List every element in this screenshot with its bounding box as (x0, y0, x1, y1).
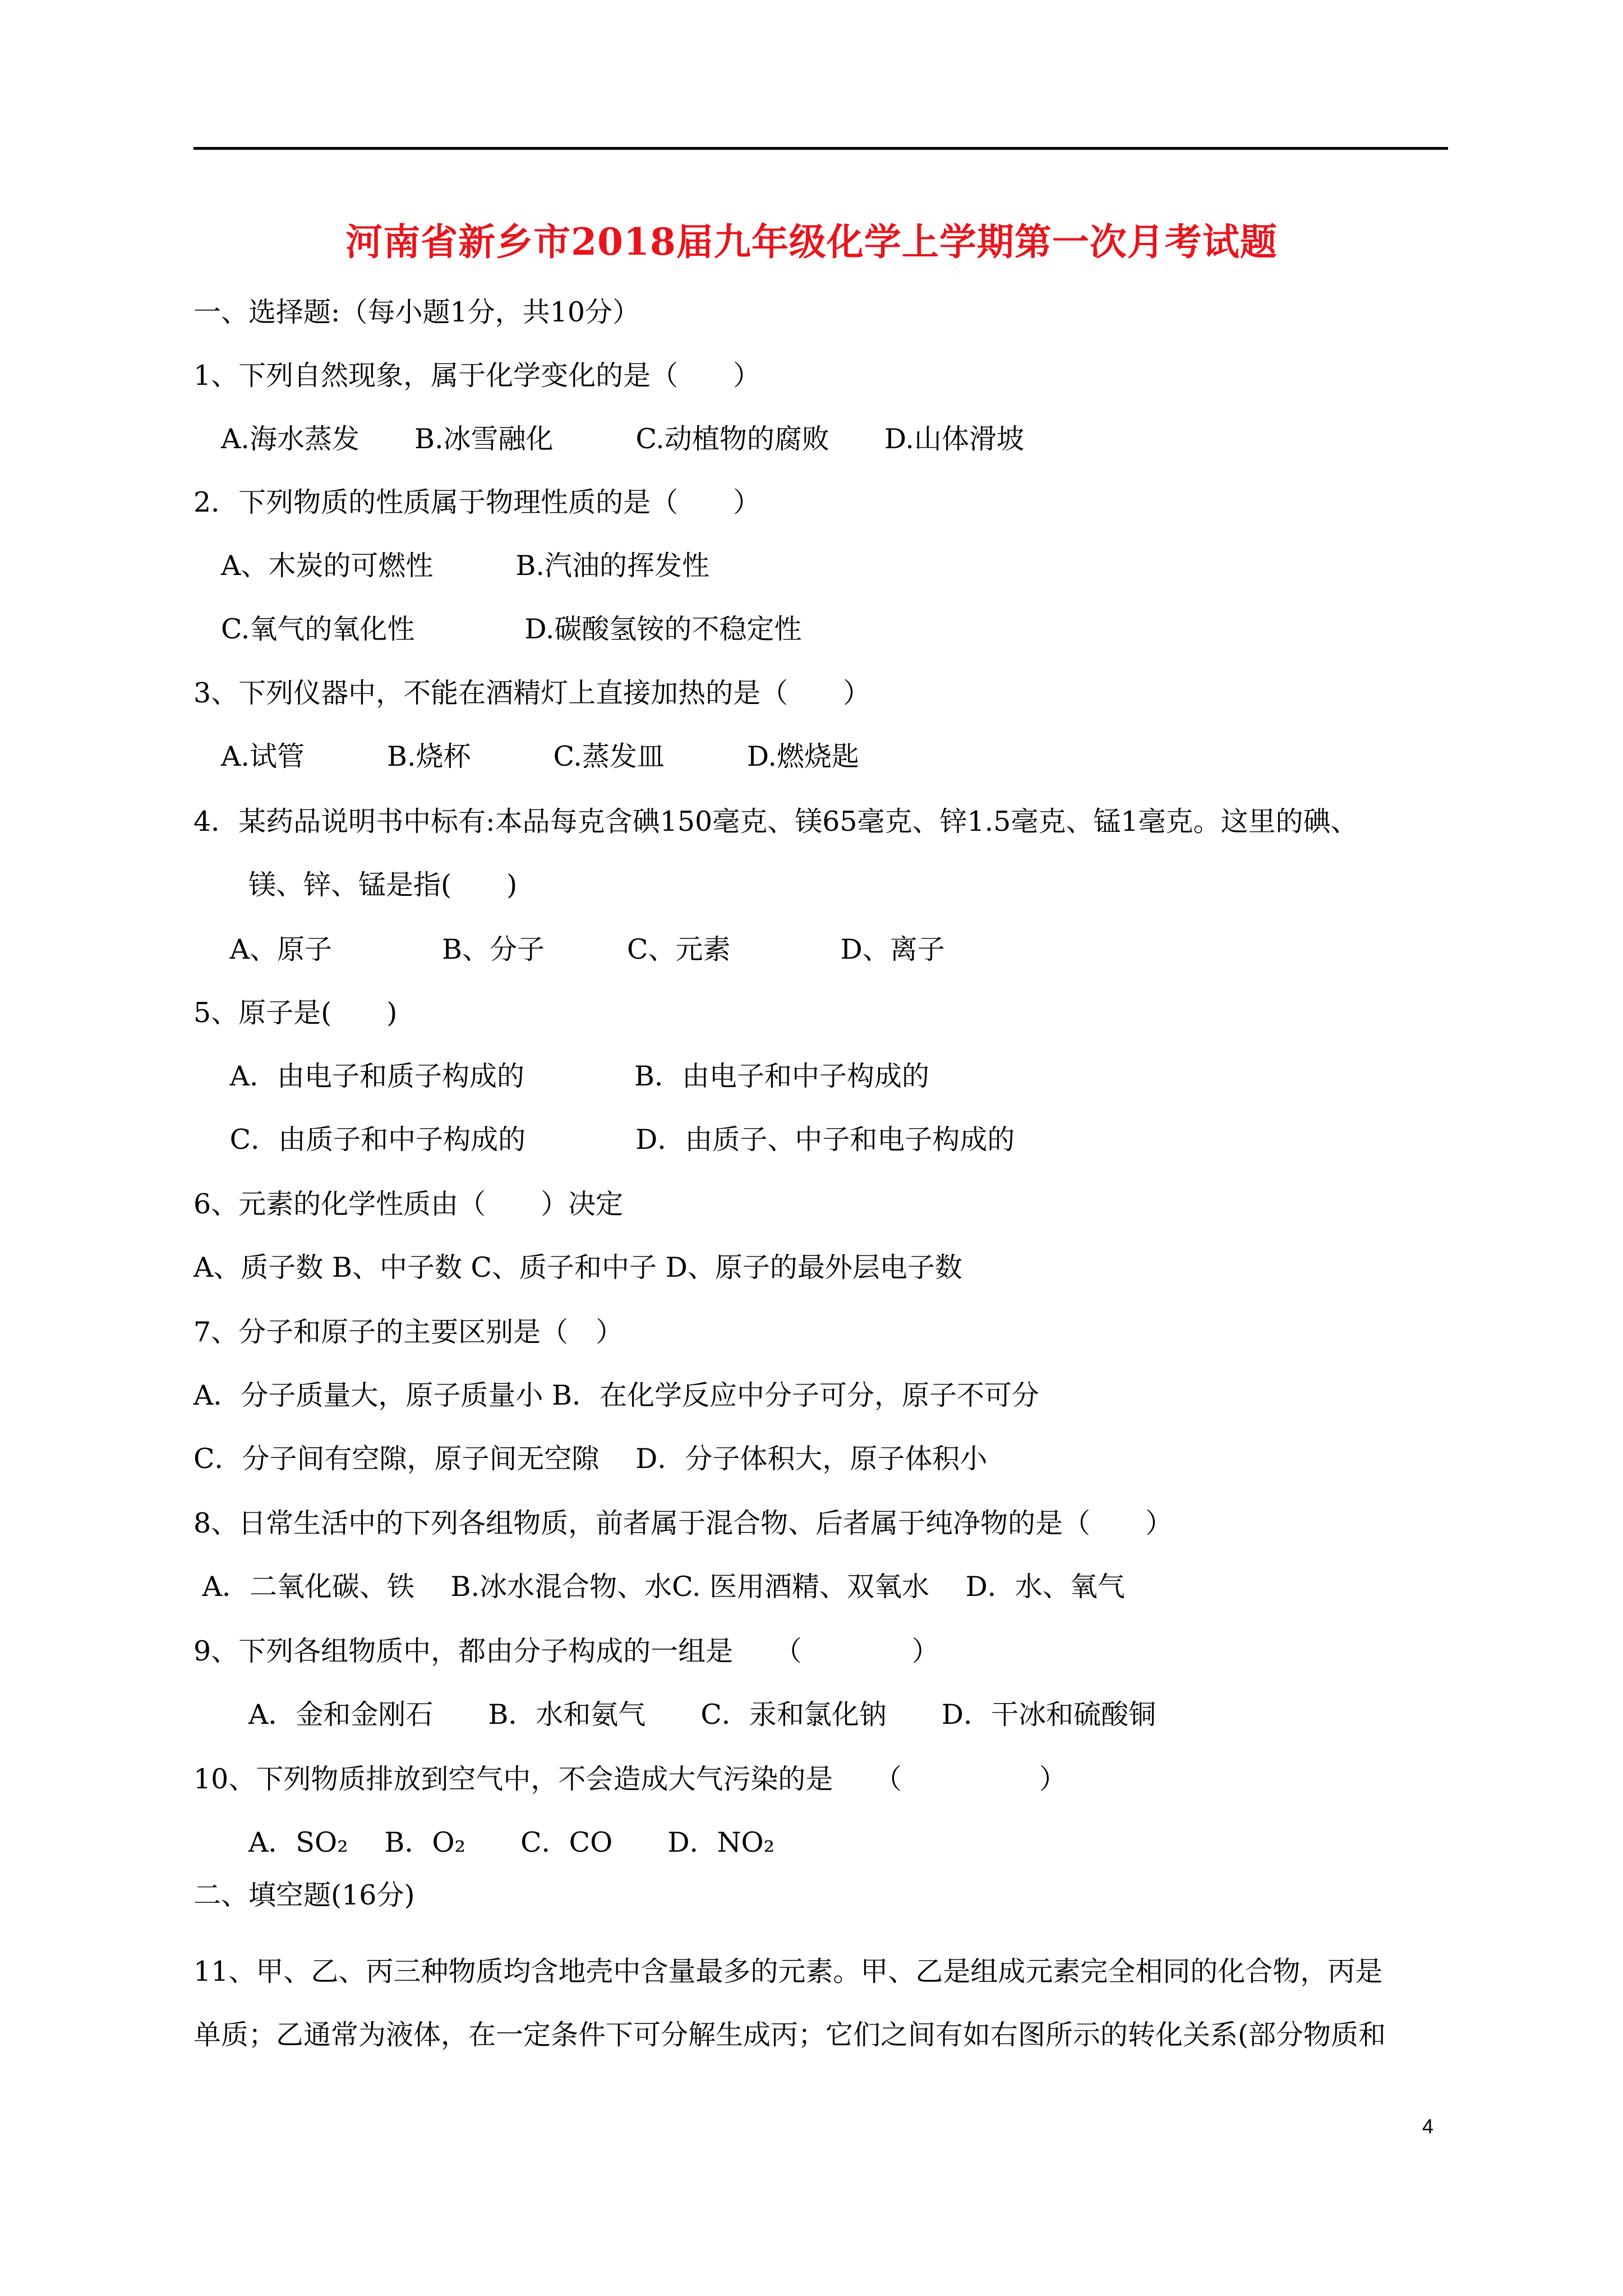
question-9: 9、下列各组物质中，都由分子构成的一组是 （ ） (193, 1635, 939, 1667)
question-6-options: A、质子数 B、中子数 C、质子和中子 D、原子的最外层电子数 (193, 1251, 962, 1283)
question-5-options-cd: C．由质子和中子构成的 D．由质子、中子和电子构成的 (193, 1124, 1015, 1156)
question-3: 3、下列仪器中，不能在酒精灯上直接加热的是（ ） (193, 677, 871, 709)
section-heading-fill: 二、填空题(16分) (193, 1879, 415, 1911)
question-10-options: A．SO₂ B．O₂ C．CO D．NO₂ (193, 1826, 775, 1858)
question-4-options: A、原子 B、分子 C、元素 D、离子 (193, 933, 945, 965)
question-5-options-ab: A．由电子和质子构成的 B．由电子和中子构成的 (193, 1060, 929, 1092)
question-1-options: A.海水蒸发 B.冰雪融化 C.动植物的腐败 D.山体滑坡 (193, 423, 1024, 455)
question-8-options: A．二氧化碳、铁 B.冰水混合物、水C. 医用酒精、双氧水 D．水、氧气 (193, 1571, 1125, 1603)
question-4-cont: 镁、锌、锰是指( ) (193, 869, 518, 901)
question-5: 5、原子是( ) (193, 997, 398, 1029)
page-title: 河南省新乡市2018届九年级化学上学期第一次月考试题 (345, 220, 1278, 264)
question-8: 8、日常生活中的下列各组物质，前者属于混合物、后者属于纯净物的是（ ） (193, 1507, 1173, 1539)
question-1: 1、下列自然现象，属于化学变化的是（ ） (193, 360, 761, 392)
section-heading-choice: 一、选择题:（每小题1分，共10分） (193, 296, 640, 328)
question-7: 7、分子和原子的主要区别是（ ） (193, 1316, 624, 1348)
question-11: 11、甲、乙、丙三种物质均含地壳中含量最多的元素。甲、乙是组成元素完全相同的化合物，丙是 (193, 1955, 1383, 1987)
question-2-options-cd: C.氧气的氧化性 D.碳酸氢铵的不稳定性 (193, 613, 802, 645)
question-7-options-cd: C．分子间有空隙，原子间无空隙 D．分子体积大，原子体积小 (193, 1443, 988, 1475)
question-6: 6、元素的化学性质由（ ）决定 (193, 1188, 624, 1220)
header-rule (193, 147, 1448, 150)
page-number: 4 (1422, 2115, 1433, 2138)
question-2: 2．下列物质的性质属于物理性质的是（ ） (193, 486, 761, 518)
question-9-options: A．金和金刚石 B．水和氨气 C．汞和氯化钠 D．干冰和硫酸铜 (193, 1699, 1156, 1731)
question-11-cont: 单质；乙通常为液体，在一定条件下可分解生成丙；它们之间有如右图所示的转化关系(部分物质和 (193, 2019, 1386, 2051)
question-7-options-ab: A．分子质量大，原子质量小 B．在化学反应中分子可分，原子不可分 (193, 1379, 1039, 1411)
question-10: 10、下列物质排放到空气中，不会造成大气污染的是 （ ） (193, 1763, 1067, 1795)
question-3-options: A.试管 B.烧杯 C.蒸发皿 D.燃烧匙 (193, 740, 859, 772)
question-2-options-ab: A、木炭的可燃性 B.汽油的挥发性 (193, 550, 709, 582)
question-4: 4．某药品说明书中标有:本品每克含碘150毫克、镁65毫克、锌1.5毫克、锰1毫克。这里的碘、 (193, 806, 1358, 838)
